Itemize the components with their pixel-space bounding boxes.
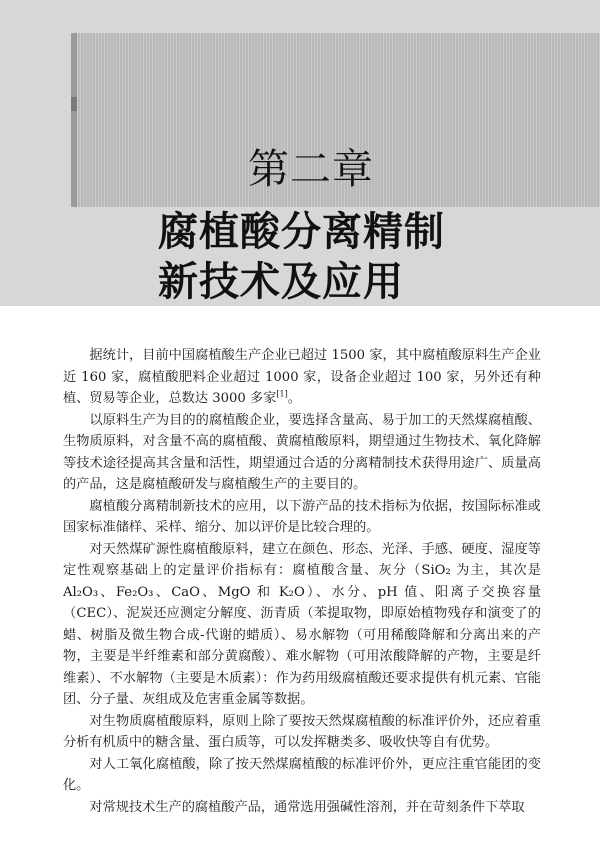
paragraph-1 bbox=[63, 345, 541, 410]
body-text bbox=[63, 345, 541, 818]
panel-tab-marker bbox=[71, 97, 77, 111]
paragraph-7: 对常规技术生产的腐植酸产品，通常选用强碱性溶剂，并在苛刻条件下萃取 bbox=[89, 799, 525, 815]
chapter-title-line-2: 新技术及应用 bbox=[158, 259, 404, 305]
paragraph-1-text: 据统计，目前中国腐植酸生产企业已超过 1500 家，其中腐植酸原料生产企业近 160 家，腐植酸肥料企业超过 1000 家，设备企业超过 100 家，另外还有种植、贸易等企业，总数达 3000 多家 bbox=[63, 348, 541, 406]
paragraph-1-end: 。 bbox=[287, 391, 301, 406]
paragraph-2: 以原料生产为目的的腐植酸企业，要选择含量高、易于加工的天然煤腐植酸、生物质原料，对含量不高的腐植酸、黄腐植酸原料，期望通过生物技术、氧化降解等技术途径提高其含量和活性，期望通过合适的分离精制技术获得用途广、质量高的产品，这是腐植酸研发与腐植酸生产的主要目的。 bbox=[63, 412, 541, 492]
paragraph-5: 对生物质腐植酸原料，原则上除了要按天然煤腐植酸的标准评价外，还应着重分析有机质中的糖含量、蛋白质等，可以发挥糖类多、吸收快等自有优势。 bbox=[63, 713, 541, 750]
paragraph-6: 对人工氧化腐植酸，除了按天然煤腐植酸的标准评价外，更应注重官能团的变化。 bbox=[63, 756, 541, 793]
chapter-title bbox=[158, 207, 445, 307]
panel-edge bbox=[71, 33, 77, 207]
paragraph-4: 对天然煤矿源性腐植酸原料，建立在颜色、形态、光泽、手感、硬度、湿度等定性观察基础上的定量评价指标有：腐植酸含量、灰分（SiO₂ 为主，其次是 Al₂O₃、Fe₂O₃、CaO、MgO 和 K₂O）、水分、pH 值、阳离子交换容量（CEC）、泥炭还应测定分解度、沥青质（苯提取物，即原始植物残存和演变了的蜡、树脂及微生物合成-代谢的蜡质）、易水解物（可用稀酸降解和分离出来的产物，主要是半纤维素和部分黄腐酸）、难水解物（可用浓酸降解的产物，主要是纤维素）、不水解物（主要是木质素）：作为药用级腐植酸还要求提供有机元素、官能团、分子量、灰组成及危害重金属等数据。 bbox=[63, 541, 541, 707]
chapter-number: 第二章 bbox=[248, 145, 374, 193]
paragraph-3: 腐植酸分离精制新技术的应用，以下游产品的技术指标为依据，按国际标准或国家标准储样、采样、缩分、加以评价是比较合理的。 bbox=[63, 498, 541, 535]
citation-ref[interactable]: [1] bbox=[276, 389, 288, 399]
chapter-title-line-1: 腐植酸分离精制 bbox=[158, 209, 445, 255]
